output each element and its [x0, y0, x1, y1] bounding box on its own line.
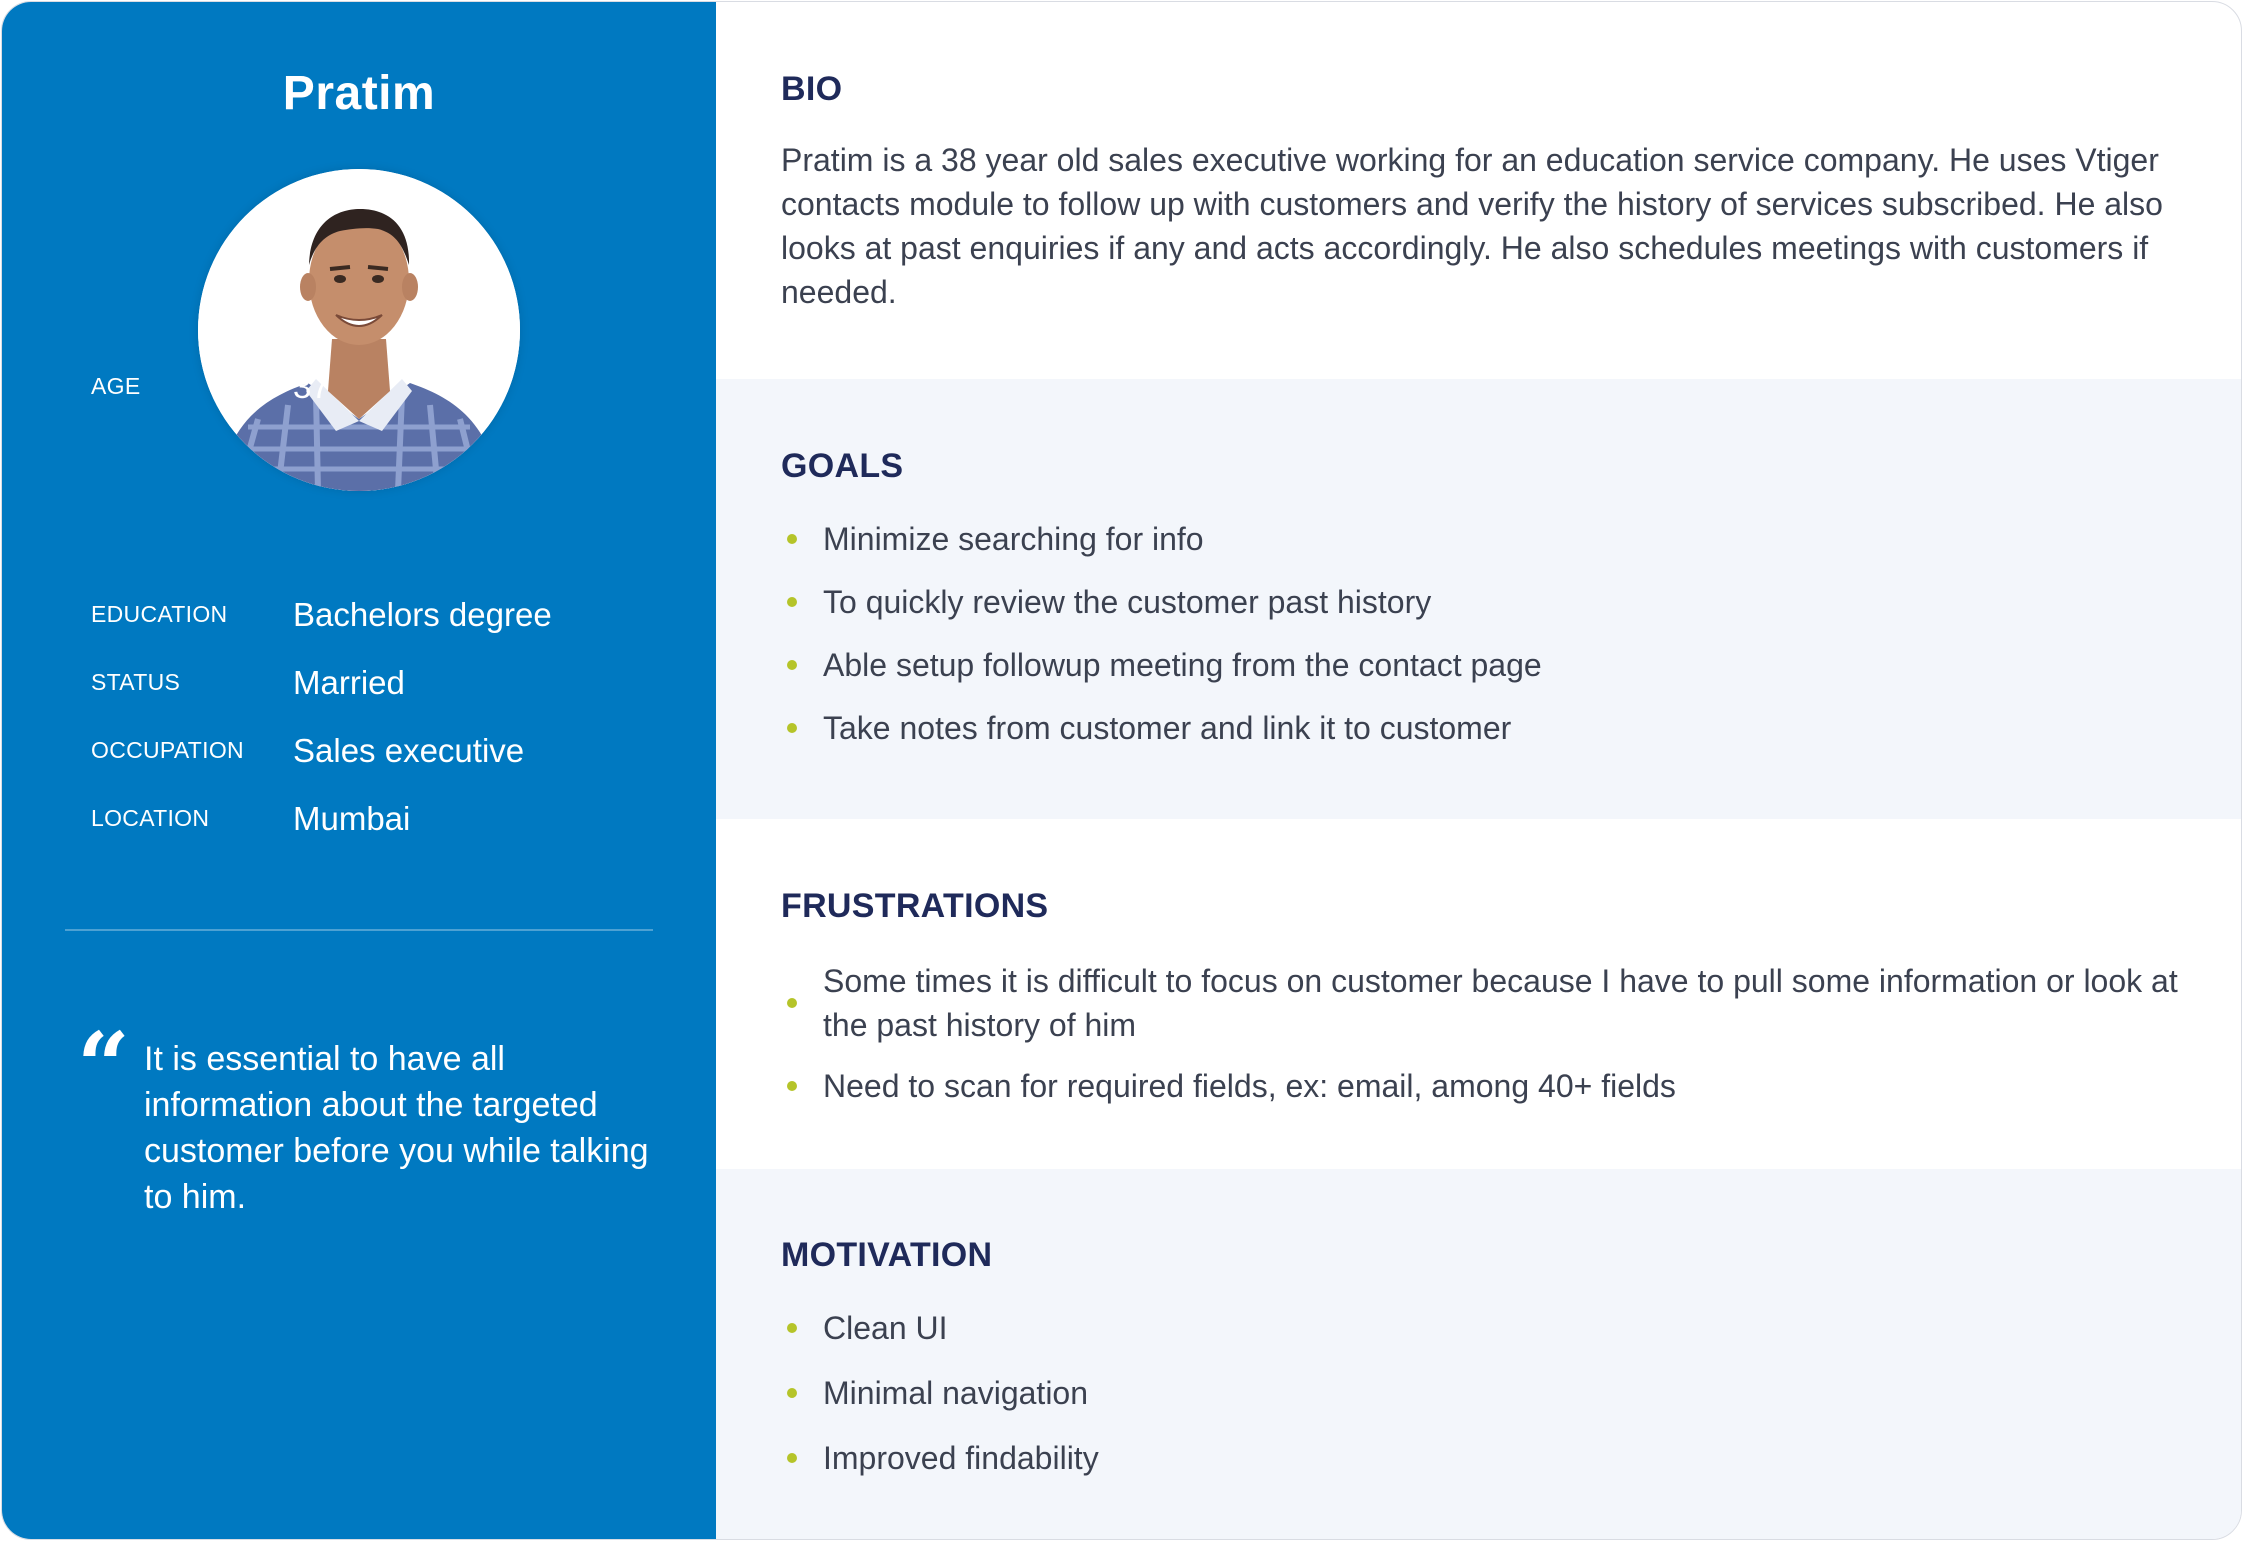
bullet-icon	[787, 1323, 797, 1333]
list-item: Need to scan for required fields, ex: email, among 40+ fields	[781, 1064, 2211, 1108]
list-item: Clean UI	[781, 1306, 2211, 1350]
list-item: Minimal navigation	[781, 1371, 2211, 1415]
motivation-list	[781, 1306, 2211, 1480]
attr-value-education: Bachelors degree	[293, 596, 552, 633]
bullet-icon	[787, 723, 797, 733]
list-item: Minimize searching for info	[781, 517, 2211, 561]
goals-title: GOALS	[781, 447, 904, 485]
motivation-section	[716, 1169, 2241, 1539]
bullet-icon	[787, 1081, 797, 1091]
frustrations-section	[716, 819, 2241, 1169]
avatar	[198, 169, 520, 491]
list-item: To quickly review the customer past history	[781, 580, 2211, 624]
frustrations-list	[781, 959, 2211, 1108]
attr-label-occupation: OCCUPATION	[91, 737, 244, 763]
sidebar-divider	[65, 929, 653, 931]
list-item: Improved findability	[781, 1436, 2211, 1480]
list-item: Take notes from customer and link it to customer	[781, 706, 2211, 750]
frustrations-title: FRUSTRATIONS	[781, 887, 1049, 925]
bullet-icon	[787, 1388, 797, 1398]
attr-value-age: 37	[293, 368, 330, 405]
bio-text: Pratim is a 38 year old sales executive working for an education service company. He uses Vtiger contacts module to follow up with customers and verify the history of services subscribed. He also looks at past enquiries if any and acts accordingly. He also schedules meetings with customers if needed.	[781, 142, 2163, 310]
bullet-icon	[787, 998, 797, 1008]
attr-value-location: Mumbai	[293, 800, 411, 837]
attr-label-education: EDUCATION	[91, 601, 228, 627]
list-item: Able setup followup meeting from the contact page	[781, 643, 2211, 687]
bio-title: BIO	[781, 70, 843, 108]
bullet-icon	[787, 660, 797, 670]
attr-value-status: Married	[293, 664, 405, 701]
quote-icon: “	[77, 1012, 130, 1120]
persona-quote: It is essential to have all information about the targeted customer before you while talking to him.	[144, 1040, 649, 1216]
persona-sidebar	[2, 2, 716, 1539]
goals-list	[781, 517, 2211, 750]
persona-name: Pratim	[282, 67, 436, 120]
motivation-title: MOTIVATION	[781, 1236, 993, 1274]
attr-value-occupation: Sales executive	[293, 732, 525, 769]
bullet-icon	[787, 1453, 797, 1463]
attr-label-location: LOCATION	[91, 805, 210, 831]
bio-section	[716, 2, 2241, 379]
bullet-icon	[787, 534, 797, 544]
goals-section	[716, 379, 2241, 819]
list-item: Some times it is difficult to focus on customer because I have to pull some information or look at the past history of him	[781, 959, 2211, 1047]
bullet-icon	[787, 597, 797, 607]
attr-label-age: AGE	[91, 373, 141, 399]
attr-label-status: STATUS	[91, 669, 181, 695]
avatar-illustration	[198, 169, 520, 491]
persona-card	[1, 1, 2242, 1540]
